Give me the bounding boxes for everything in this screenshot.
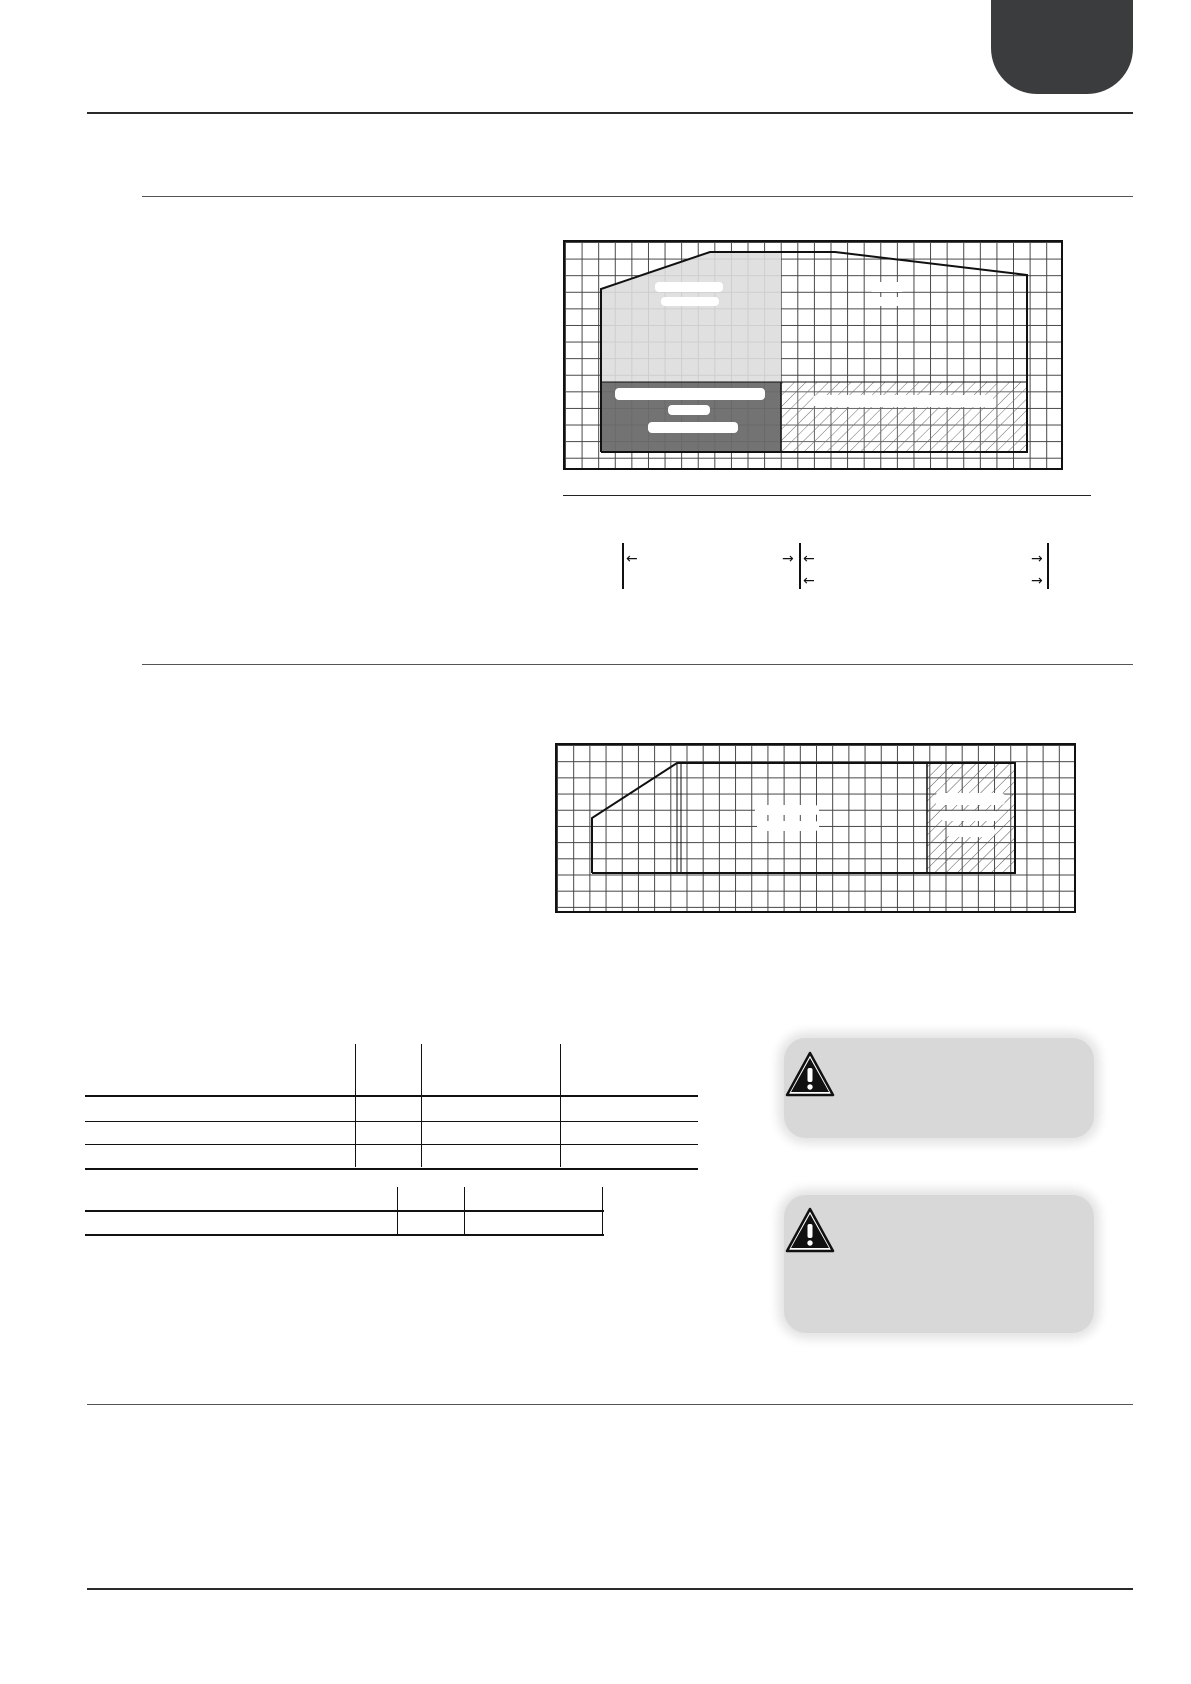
section-rule-1	[142, 196, 1133, 197]
label-blob	[661, 297, 719, 306]
arrow-left-icon: ←	[626, 551, 638, 567]
corner-section-tab	[991, 0, 1133, 94]
operating-limits-chart-2-regions	[555, 743, 1076, 913]
warning-triangle-icon	[785, 1207, 835, 1253]
table-header-rule	[85, 1095, 698, 1097]
table-bottom-rule	[85, 1234, 604, 1236]
arrow-left-icon: ←	[803, 551, 815, 567]
label-blob	[755, 805, 819, 815]
label-blob	[668, 405, 710, 415]
label-blob	[757, 821, 819, 831]
arrow-right-icon: →	[1031, 551, 1043, 567]
table-header-rule	[85, 1210, 604, 1212]
warning-triangle-icon	[785, 1051, 835, 1097]
footer-rule	[87, 1588, 1133, 1590]
dimension-tick-middle	[799, 543, 801, 589]
table-row	[85, 1121, 698, 1122]
label-blob	[813, 395, 993, 407]
label-blob	[648, 422, 738, 433]
header-rule	[87, 112, 1133, 114]
table-row	[85, 1144, 698, 1145]
label-blob	[869, 282, 905, 292]
label-blob	[615, 388, 765, 400]
arrow-left-icon: ←	[803, 573, 815, 589]
light-zone-region	[601, 252, 781, 382]
label-blob	[871, 297, 901, 306]
table-bottom-rule	[85, 1168, 698, 1170]
label-blob	[935, 793, 1005, 805]
dimension-tick-right	[1047, 543, 1049, 589]
label-blob	[947, 827, 995, 837]
arrow-right-icon: →	[782, 551, 794, 567]
arrow-right-icon: →	[1031, 573, 1043, 589]
operating-limits-chart-1-regions	[563, 240, 1063, 470]
label-blob	[941, 811, 999, 821]
label-blob	[655, 282, 723, 292]
dimension-baseline	[563, 495, 1091, 496]
dimension-tick-left	[622, 543, 624, 589]
section-rule-2	[142, 664, 1133, 665]
section-rule-3	[87, 1404, 1133, 1405]
